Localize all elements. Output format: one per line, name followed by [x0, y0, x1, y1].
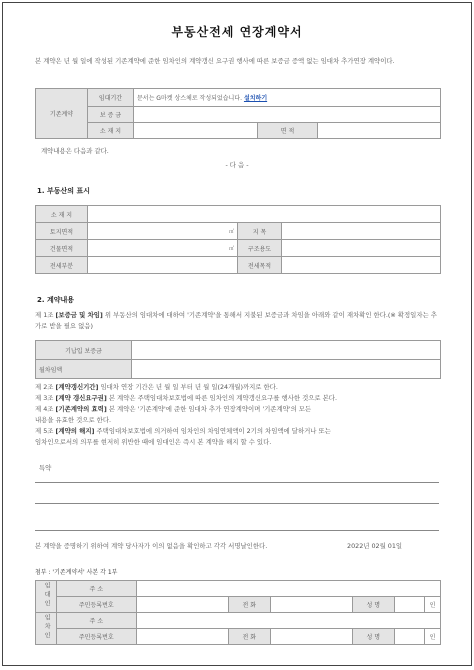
landlord-id-cell[interactable] [136, 597, 228, 613]
landlord-address-cell[interactable] [136, 581, 440, 597]
lease-period-cell [134, 89, 441, 107]
font-notice-text: 문서는 G마켓 상스체로 작성되었습니다. [137, 95, 243, 102]
article2-prefix: 제 2조 [35, 383, 54, 391]
building-area-label: 건물면적 [36, 240, 88, 257]
attachment-note: 첨부 : '기존계약서' 사본 각 1부 [35, 569, 118, 576]
paid-deposit-label: 기납입 보증금 [36, 341, 132, 360]
lease-part-cell[interactable] [88, 257, 238, 274]
article1-prefix: 제 1조 [35, 311, 54, 319]
section1-heading: 1. 부동산의 표시 [37, 187, 90, 195]
lease-part-label: 전세부분 [36, 257, 88, 274]
existing-contract-label: 기존계약 [36, 89, 88, 139]
landlord-seal: 인 [425, 597, 441, 613]
area-label: 면 적 [258, 123, 318, 139]
structure-cell[interactable] [282, 240, 441, 257]
existing-contract-table [35, 88, 441, 139]
install-link[interactable]: 설치하기 [243, 95, 268, 102]
article3-title: [계약 갱신요구권] [55, 394, 107, 402]
articles-block [35, 382, 441, 448]
tenant-id-cell[interactable] [136, 629, 228, 645]
landlord-phone-cell[interactable] [270, 597, 352, 613]
tenant-seal: 인 [425, 629, 441, 645]
location-label: 소 재 지 [88, 123, 134, 139]
building-area-cell[interactable]: ㎡ [88, 240, 238, 257]
article2-text: 임대차 연장 기간은 년 월 일 부터 년 월 일(24개월)까지로 한다. [100, 383, 278, 391]
land-area-label: 토지면적 [36, 223, 88, 240]
article5-title: [계약의 해지] [55, 427, 95, 435]
tenant-phone-label: 전 화 [228, 629, 270, 645]
tenant-phone-cell[interactable] [270, 629, 352, 645]
land-type-label: 지 목 [238, 223, 282, 240]
contents-intro: 계약내용은 다음과 같다. [41, 147, 109, 155]
article4-text-cont: 내용을 유효한 것으로 한다. [35, 416, 112, 424]
article5 [35, 426, 441, 437]
contract-page [2, 2, 472, 666]
deposit-cell[interactable] [134, 107, 441, 123]
article5-text: 주택임대차보호법에 의거하여 임차인의 차임연체액이 2기의 차임액에 달하거나 또는 [96, 427, 331, 435]
article2-title: [계약갱신기간] [55, 383, 99, 391]
document-title: 부동산전세 연장계약서 [171, 25, 303, 39]
article4 [35, 404, 441, 415]
landlord-name-label: 성 명 [352, 597, 394, 613]
article3-prefix: 제 3조 [35, 394, 54, 402]
landlord-address-label: 주 소 [56, 581, 136, 597]
landlord-id-label: 주민등록번호 [56, 597, 136, 613]
tenant-name-label: 성 명 [352, 629, 394, 645]
paid-deposit-cell[interactable] [132, 341, 441, 360]
lease-purpose-cell[interactable] [282, 257, 441, 274]
property-location-cell[interactable] [88, 206, 441, 223]
landlord-phone-label: 전 화 [228, 597, 270, 613]
special-terms-line-3 [35, 530, 439, 531]
lease-purpose-label: 전세목적 [238, 257, 282, 274]
property-location-label: 소 재 지 [36, 206, 88, 223]
section2-heading: 2. 계약내용 [37, 296, 75, 304]
landlord-label-cell [36, 581, 57, 613]
article4-text: 본 계약은 '기존계약'에 준한 임대차 추가 연장계약이며 '기존계약'의 모든 [108, 405, 312, 413]
article4-prefix: 제 4조 [35, 405, 54, 413]
tenant-label: 임차인 [43, 614, 51, 641]
article1-text: 위 부동산의 임대차에 대하여 '기존계약'을 통해서 지불된 보증금과 차임을 아래와 같이 재차확인 한다.(※ 확정일자는 추가로 받을 필요 없음) [35, 311, 437, 330]
property-table [35, 205, 441, 274]
lease-period-label: 임대기간 [88, 89, 134, 107]
special-terms-line-2 [35, 503, 439, 504]
article5-text-cont: 임차인으로서의 의무를 현저히 위반한 때에 임대인은 즉시 본 계약을 해지 할 수 있다. [35, 438, 272, 446]
article3 [35, 393, 441, 404]
landlord-label: 임대인 [43, 582, 51, 609]
deposit-label: 보 증 금 [88, 107, 134, 123]
tenant-name-cell[interactable] [394, 629, 424, 645]
location-cell[interactable] [134, 123, 258, 139]
special-terms-label: 특약 [39, 464, 52, 472]
landlord-name-cell[interactable] [394, 597, 424, 613]
contract-date: 2022년 02월 01일 [347, 542, 403, 550]
tenant-address-cell[interactable] [136, 613, 440, 629]
special-terms-line-1 [35, 482, 439, 483]
proof-statement: 본 계약을 증명하기 위하여 계약 당사자가 이의 없음을 확인하고 각각 서명날인한다. [35, 542, 268, 550]
parties-table [35, 580, 441, 645]
monthly-rent-cell[interactable] [132, 360, 441, 379]
article5-prefix: 제 5조 [35, 427, 54, 435]
article3-text: 본 계약은 주택임대차보호법에 따른 임차인의 계약갱신요구를 행사한 것으로 본다. [108, 394, 338, 402]
tenant-label-cell [36, 613, 57, 645]
article1-title: [보증금 및 차임] [55, 311, 103, 319]
structure-label: 구조용도 [238, 240, 282, 257]
area-cell[interactable] [318, 123, 441, 139]
intro-paragraph: 본 계약은 년 월 일에 작성된 기존계약에 준한 임차인의 계약갱신 요구권 행사에 따른 보증금 증액 없는 임대차 추가연장 계약이다. [35, 57, 395, 65]
tenant-id-label: 주민등록번호 [56, 629, 136, 645]
tenant-address-label: 주 소 [56, 613, 136, 629]
article4-title: [기존계약의 효력] [55, 405, 107, 413]
article2 [35, 382, 441, 393]
monthly-rent-label: 월차임액 [36, 360, 132, 379]
divider-text: - 다 음 - [225, 161, 249, 169]
deposit-table [35, 340, 441, 379]
article1-paragraph [35, 310, 441, 332]
land-type-cell[interactable] [282, 223, 441, 240]
land-area-cell[interactable]: ㎡ [88, 223, 238, 240]
